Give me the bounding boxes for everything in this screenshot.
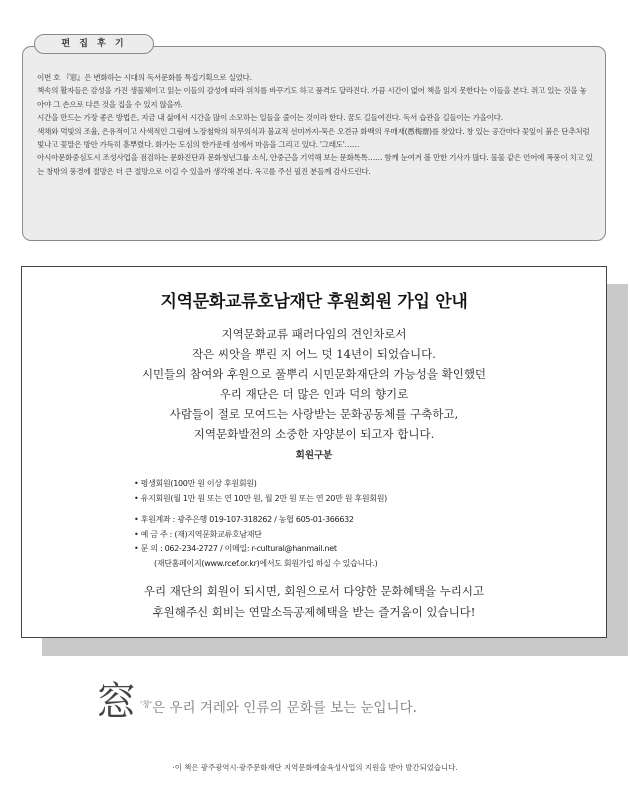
magazine-motto [96, 680, 516, 732]
intro-line: 작은 씨앗을 뿌린 지 어느 덧 14년이 되었습니다. [192, 347, 436, 361]
membership-heading: 회원구분 [295, 450, 333, 461]
membership-type-regular: • 유지회원(월 1만 원 또는 연 10만 원, 월 2만 원 또는 연 20만 원 후원회원) [134, 493, 387, 503]
funding-footer-note: ·이 책은 광주광역시·광주문화재단 지역문화예술육성사업의 지원을 받아 발간되었습니다. [172, 763, 458, 772]
membership-notice [21, 266, 607, 638]
notice-title: 지역문화교류호남재단 후원회원 가입 안내 [160, 292, 468, 312]
motto-text [140, 696, 417, 716]
intro-line: 지역문화발전의 소중한 자양분이 되고자 합니다. [193, 427, 435, 441]
membership-list [134, 477, 387, 571]
notice-intro [22, 324, 606, 444]
notice-closing [22, 581, 606, 623]
homepage-note: (재단홈페이지(www.rcef.or.kr)에서도 회원가입 하실 수 있습니다.) [154, 558, 378, 568]
closing-line: 우리 재단의 회원이 되시면, 회원으로서 다양한 문화혜택을 누리시고 [143, 584, 485, 598]
editor-note-paragraph: 아시아문화중심도시 조성사업을 점검하는 문화진단과 문화청년그룹 소식, 안중근을 기억해 보는 문화톡톡…… 함께 눈여겨 볼 만한 기사가 많다. 물물 같은 언어에 폭풍이 치고 있는 창밖의 풍경에 절망은 더 큰 절망으로 이길 수 있을까 생각해 본다. 옥고를 주신 필진 분들께 감사드린다. [37, 153, 593, 176]
membership-type-lifetime: • 평생회원(100만 원 이상 후원회원) [134, 479, 257, 488]
editor-note-paragraph: 책속의 활자들은 감성을 가진 생물체이고 읽는 이들의 감성에 따라 위치를 바꾸기도 하고 품격도 달라진다. 가끔 시간이 없어 책을 읽지 못한다는 이들을 본다. 쥐고 있는 것을 놓아야 그 손으로 다른 것을 집을 수 있지 않을까. [37, 86, 587, 109]
intro-line: 우리 재단은 더 많은 인과 덕의 향기로 [219, 387, 409, 401]
intro-line: 사람들이 절로 모여드는 사랑받는 문화공동체를 구축하고, [169, 407, 459, 421]
intro-line: 지역문화교류 패러다임의 견인차로서 [221, 327, 407, 341]
editor-note-box [22, 46, 606, 241]
editor-note-tab: 편 집 후 기 [34, 34, 154, 54]
editor-note-paragraph: 이번 호 『窓』은 변화하는 시대의 독서문화를 특집기획으로 실었다. [37, 73, 252, 82]
editor-note-paragraph: 색채와 먹빛의 조율, 은유적이고 사색적인 그림에 노장철학의 허무의식과 불교적 선미까지-묵은 오견규 화백의 우매재(愚梅齋)를 찾았다. 창 있는 공간마다 꽃잎이 붉은 단추처럼 빛나고 꽃말은 방안 가득히 흩뿌렸다. 화가는 도심의 한가운데 섬에서 마음을 그리고 있다. '그래도'…… [37, 126, 590, 150]
donation-account: • 후원계좌 : 광주은행 019-107-318262 / 농협 605-01-366632 [134, 515, 354, 524]
motto-superscript: '창' [140, 700, 153, 709]
account-holder: • 예 금 주 : (재)지역문화교류호남재단 [134, 529, 262, 539]
inquiry-contact: • 문 의 : 062-234-2727 / 이메일: r-cultural@hanmail.net [134, 544, 337, 553]
editor-note-body [37, 71, 593, 178]
window-hanja-logo: 窓 [96, 679, 136, 725]
closing-line: 후원해주신 회비는 연말소득공제혜택을 받는 즐거움이 있습니다! [152, 605, 476, 619]
intro-line: 시민들의 참여와 후원으로 풀뿌리 시민문화재단의 가능성을 확인했던 [141, 367, 487, 381]
editor-note-paragraph: 시간을 만드는 가장 좋은 방법은, 지금 내 삶에서 시간을 많이 소모하는 일들을 줄이는 것이라 한다. 꿈도 길들여진다. 독서 습관을 길들이는 가을이다. [37, 113, 503, 123]
motto-sentence: 은 우리 겨레와 인류의 문화를 보는 눈입니다. [152, 700, 417, 716]
